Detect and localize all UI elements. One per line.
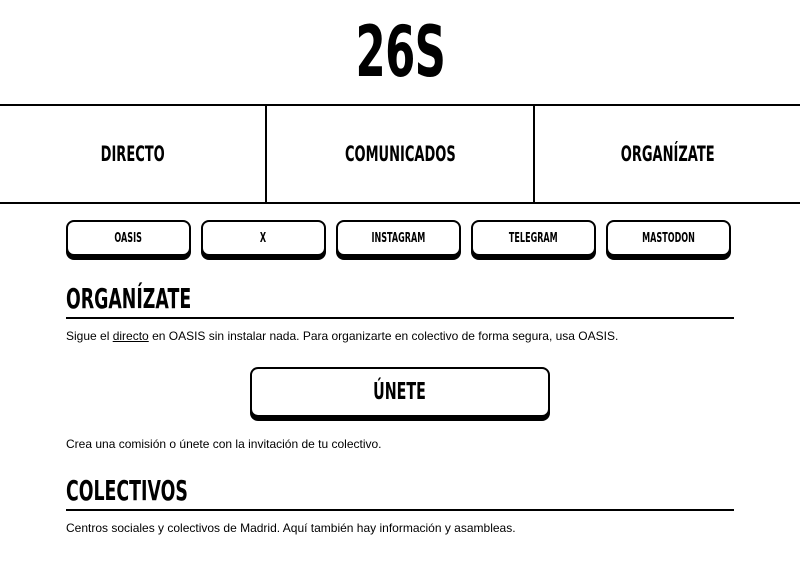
nav-label: COMUNICADOS bbox=[344, 142, 456, 166]
join-label: ÚNETE bbox=[373, 379, 427, 405]
social-links bbox=[0, 204, 800, 256]
nav-item-organizate[interactable] bbox=[535, 106, 800, 202]
nav-label: ORGANÍZATE bbox=[620, 142, 715, 166]
organize-section bbox=[0, 281, 800, 451]
social-button-telegram[interactable] bbox=[471, 220, 596, 256]
nav-item-directo[interactable] bbox=[0, 106, 267, 202]
nav-item-comunicados[interactable] bbox=[267, 106, 534, 202]
collectives-heading bbox=[66, 473, 734, 511]
organize-description bbox=[66, 329, 734, 343]
join-button[interactable] bbox=[250, 367, 550, 417]
organize-note: Crea una comisión o únete con la invitación de tu colectivo. bbox=[66, 437, 382, 451]
social-button-oasis[interactable] bbox=[66, 220, 191, 256]
logo-area bbox=[0, 0, 800, 104]
social-label: X bbox=[260, 230, 267, 246]
collectives-description: Centros sociales y colectivos de Madrid. Aquí también hay información y asambleas. bbox=[66, 521, 516, 535]
text-segment: Sigue el bbox=[66, 329, 113, 343]
site-logo[interactable]: 26S bbox=[355, 11, 445, 93]
organize-heading bbox=[66, 281, 734, 319]
social-label: MASTODON bbox=[642, 230, 695, 246]
section-title: COLECTIVOS bbox=[66, 474, 188, 507]
social-label: OASIS bbox=[114, 230, 143, 246]
nav-label: DIRECTO bbox=[100, 142, 165, 166]
directo-link[interactable]: directo bbox=[112, 329, 149, 343]
social-button-instagram[interactable] bbox=[336, 220, 461, 256]
social-button-x[interactable] bbox=[201, 220, 326, 256]
join-area bbox=[66, 367, 734, 417]
collectives-section bbox=[0, 473, 800, 535]
social-button-mastodon[interactable] bbox=[606, 220, 731, 256]
text-segment: en OASIS sin instalar nada. Para organizarte en colectivo de forma segura, usa OASIS. bbox=[148, 329, 619, 343]
site-header bbox=[0, 0, 800, 204]
main-nav bbox=[0, 104, 800, 204]
section-title: ORGANÍZATE bbox=[66, 282, 192, 315]
social-label: INSTAGRAM bbox=[371, 230, 426, 246]
social-label: TELEGRAM bbox=[509, 230, 558, 246]
